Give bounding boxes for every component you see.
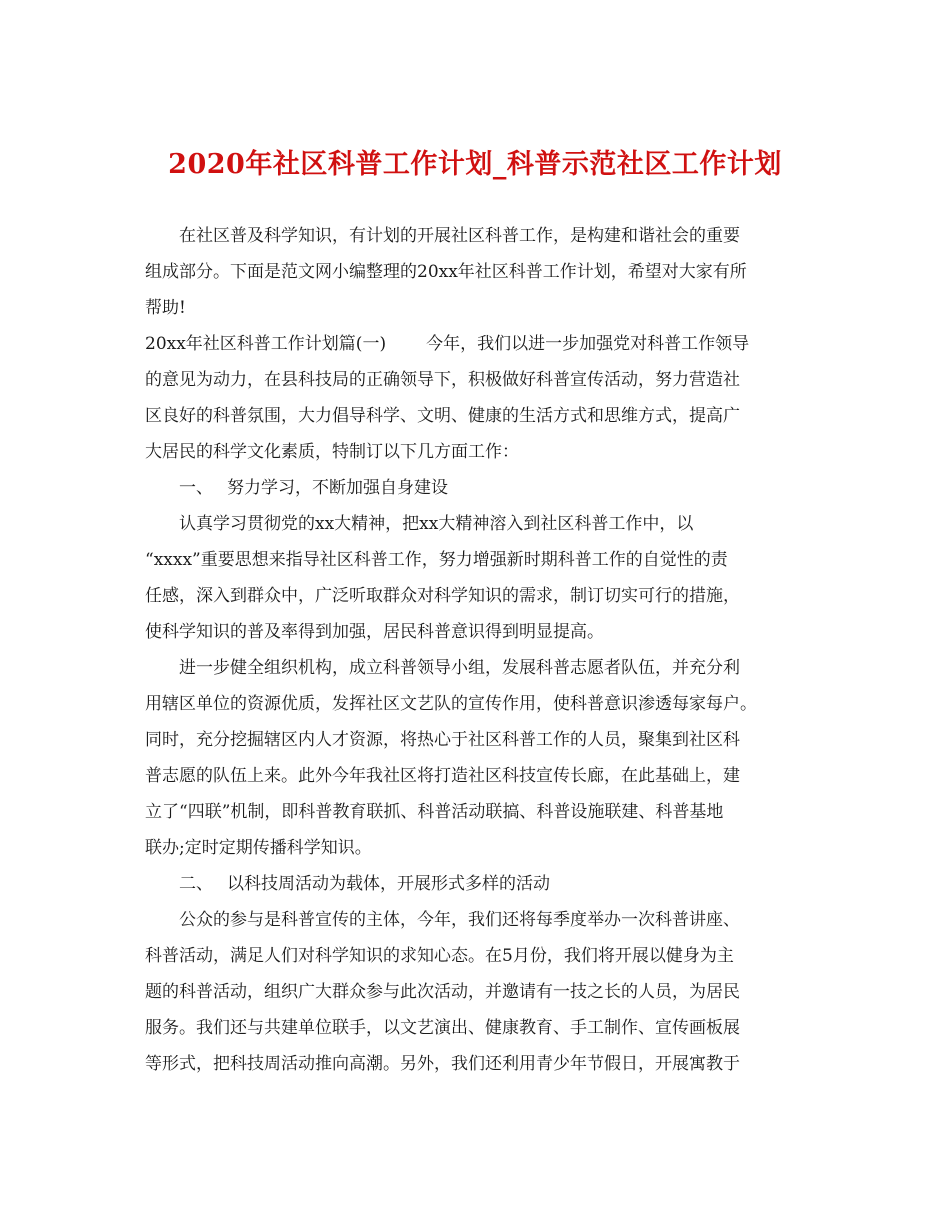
paragraph-line: 公众的参与是科普宣传的主体，今年，我们还将每季度举办一次科普讲座、 [179, 910, 740, 930]
section-heading-2 [145, 866, 810, 902]
paragraph-line: 科普活动，满足人们对科学知识的求知心态。在5月份，我们将开展以健身为主 [145, 946, 734, 966]
part-line: 的意见为动力，在县科技局的正确领导下，积极做好科普宣传活动，努力营造社 [145, 370, 740, 390]
paragraph-line: “xxxx”重要思想来指导社区科普工作，努力增强新时期科普工作的自觉性的责 [145, 550, 728, 570]
paragraph-line: 用辖区单位的资源优质，发挥社区文艺队的宣传作用，使科普意识渗透每家每户。 [145, 694, 757, 714]
part-label: 20xx年社区科普工作计划篇(一) [145, 334, 387, 354]
section-number: 二、 [179, 874, 213, 894]
paragraph-line: 使科学知识的普及率得到加强，居民科普意识得到明显提高。 [145, 622, 604, 642]
section-heading-text: 努力学习，不断加强自身建设 [227, 478, 448, 498]
paragraph-line: 联办;定时定期传播科学知识。 [145, 838, 372, 858]
paragraph-line: 服务。我们还与共建单位联手，以文艺演出、健康教育、手工制作、宣传画板展 [145, 1018, 740, 1038]
section-heading-text: 以科技周活动为载体，开展形式多样的活动 [227, 874, 550, 894]
section-number: 一、 [179, 478, 213, 498]
part-heading-line [145, 326, 810, 362]
document-body [145, 218, 810, 1082]
paragraph-line: 普志愿的队伍上来。此外今年我社区将打造社区科技宣传长廊，在此基础上，建 [145, 766, 740, 786]
paragraph-line: 立了“四联”机制，即科普教育联抓、科普活动联搞、科普设施联建、科普基地 [145, 802, 724, 822]
part-line: 区良好的科普氛围，大力倡导科学、文明、健康的生活方式和思维方式，提高广 [145, 406, 740, 426]
part-first-line: 今年，我们以进一步加强党对科普工作领导 [426, 334, 750, 354]
paragraph-line: 等形式，把科技周活动推向高潮。另外，我们还利用青少年节假日，开展寓教于 [145, 1054, 740, 1074]
intro-line: 组成部分。下面是范文网小编整理的20xx年社区科普工作计划，希望对大家有所 [145, 262, 747, 282]
intro-line: 在社区普及科学知识，有计划的开展社区科普工作，是构建和谐社会的重要 [179, 226, 740, 246]
paragraph-line: 题的科普活动，组织广大群众参与此次活动，并邀请有一技之长的人员，为居民 [145, 982, 740, 1002]
section-heading-1 [145, 470, 810, 506]
paragraph-line: 任感，深入到群众中，广泛听取群众对科学知识的需求，制订切实可行的措施， [145, 586, 740, 606]
paragraph-line: 认真学习贯彻党的xx大精神，把xx大精神溶入到社区科普工作中，以 [179, 514, 694, 534]
document-title: 2020年社区科普工作计划_科普示范社区工作计划 [168, 149, 782, 180]
intro-line: 帮助! [145, 298, 186, 318]
paragraph-line: 进一步健全组织机构，成立科普领导小组，发展科普志愿者队伍，并充分利 [179, 658, 740, 678]
paragraph-line: 同时，充分挖掘辖区内人才资源，将热心于社区科普工作的人员，聚集到社区科 [145, 730, 740, 750]
part-line: 大居民的科学文化素质，特制订以下几方面工作： [145, 442, 519, 462]
